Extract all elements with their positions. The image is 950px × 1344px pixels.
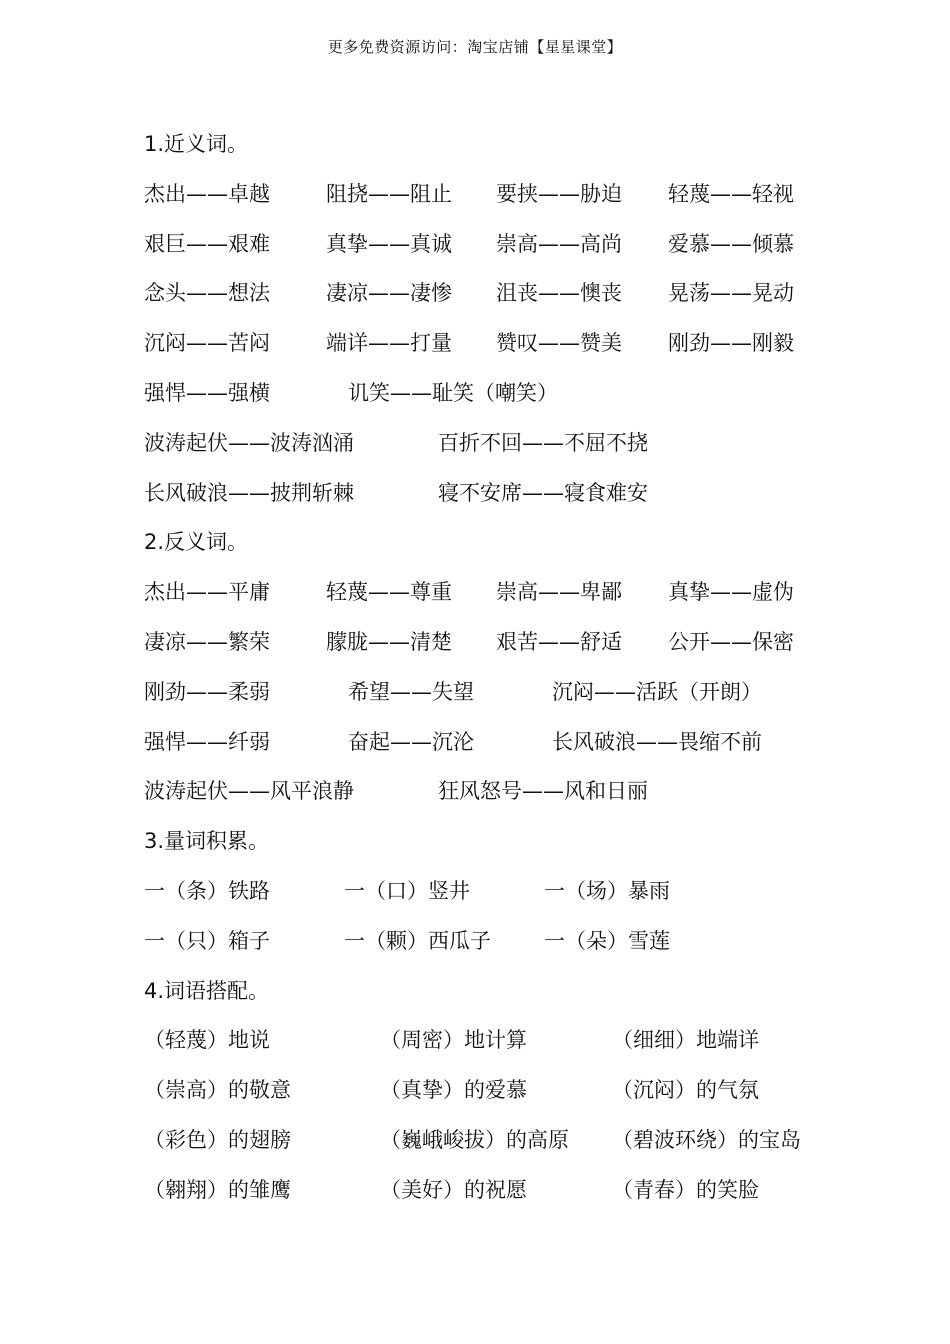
word-pair: 强悍——纤弱: [144, 729, 270, 754]
word-pair: 狂风怒号——风和日丽: [438, 779, 648, 804]
word-pair: 刚劲——刚毅: [668, 331, 794, 356]
word-pair: （碧波环绕）的宝岛: [612, 1127, 801, 1152]
word-row: [144, 220, 844, 270]
word-pair: （翱翔）的雏鹰: [144, 1177, 291, 1202]
section-heading-text: 2.反义词。: [144, 530, 249, 555]
word-pair: 端详——打量: [326, 331, 452, 356]
word-pair: 长风破浪——畏缩不前: [552, 729, 762, 754]
word-pair: （轻蔑）地说: [144, 1028, 270, 1053]
word-pair: 真挚——虚伪: [668, 580, 794, 605]
section-heading: [144, 120, 844, 170]
word-pair: 杰出——平庸: [144, 580, 270, 605]
word-row: [144, 469, 844, 519]
word-pair: 波涛起伏——风平浪静: [144, 779, 354, 804]
word-pair: （美好）的祝愿: [380, 1177, 527, 1202]
word-pair: 要挟——胁迫: [496, 181, 622, 206]
word-pair: 刚劲——柔弱: [144, 679, 270, 704]
word-row: [144, 718, 844, 768]
word-pair: 沮丧——懊丧: [496, 281, 622, 306]
word-row: [144, 568, 844, 618]
word-pair: （青春）的笑脸: [612, 1177, 759, 1202]
word-pair: 讥笑——耻笑（嘲笑）: [348, 380, 558, 405]
word-pair: 沉闷——苦闷: [144, 331, 270, 356]
section-heading: [144, 518, 844, 568]
word-pair: （细细）地端详: [612, 1028, 759, 1053]
word-pair: 一（场）暴雨: [544, 878, 670, 903]
word-row: [144, 1166, 844, 1216]
word-pair: 一（朵）雪莲: [544, 928, 670, 953]
word-pair: （崇高）的敬意: [144, 1078, 291, 1103]
word-pair: 艰巨——艰难: [144, 231, 270, 256]
word-row: [144, 1066, 844, 1116]
word-pair: 一（颗）西瓜子: [344, 928, 491, 953]
word-pair: 轻蔑——轻视: [668, 181, 794, 206]
word-pair: 百折不回——不屈不挠: [438, 430, 648, 455]
page-header: 更多免费资源访问：淘宝店铺【星星课堂】: [327, 38, 623, 56]
document-body: [144, 120, 844, 1216]
word-pair: 一（口）竖井: [344, 878, 470, 903]
word-pair: 崇高——卑鄙: [496, 580, 622, 605]
word-row: [144, 319, 844, 369]
word-row: [144, 369, 844, 419]
word-pair: 强悍——强横: [144, 380, 270, 405]
word-pair: 沉闷——活跃（开朗）: [552, 679, 762, 704]
word-pair: 赞叹——赞美: [496, 331, 622, 356]
word-pair: （彩色）的翅膀: [144, 1127, 291, 1152]
section-heading-text: 3.量词积累。: [144, 829, 270, 854]
word-row: [144, 668, 844, 718]
word-pair: 艰苦——舒适: [496, 629, 622, 654]
word-pair: 一（只）箱子: [144, 928, 270, 953]
word-pair: 希望——失望: [348, 679, 474, 704]
section-heading: [144, 817, 844, 867]
word-row: [144, 867, 844, 917]
word-row: [144, 170, 844, 220]
word-pair: 真挚——真诚: [326, 231, 452, 256]
word-pair: 公开——保密: [668, 629, 794, 654]
word-pair: （周密）地计算: [380, 1028, 527, 1053]
section-heading: [144, 967, 844, 1017]
word-pair: 朦胧——清楚: [326, 629, 452, 654]
word-pair: 轻蔑——尊重: [326, 580, 452, 605]
section-heading-text: 4.词语搭配。: [144, 978, 270, 1003]
word-pair: 长风破浪——披荆斩棘: [144, 480, 354, 505]
word-pair: 一（条）铁路: [144, 878, 270, 903]
word-row: [144, 767, 844, 817]
section-heading-text: 1.近义词。: [144, 132, 249, 156]
word-pair: 凄凉——繁荣: [144, 629, 270, 654]
word-pair: （沉闷）的气氛: [612, 1078, 759, 1103]
word-row: [144, 917, 844, 967]
word-row: [144, 1116, 844, 1166]
word-row: [144, 1016, 844, 1066]
word-pair: 波涛起伏——波涛汹涌: [144, 430, 354, 455]
word-pair: 寝不安席——寝食难安: [438, 480, 648, 505]
word-pair: 阻挠——阻止: [326, 181, 452, 206]
word-row: [144, 618, 844, 668]
word-row: [144, 419, 844, 469]
word-pair: 崇高——高尚: [496, 231, 622, 256]
word-row: [144, 269, 844, 319]
word-pair: 凄凉——凄惨: [326, 281, 452, 306]
word-pair: 念头——想法: [144, 281, 270, 306]
word-pair: 杰出——卓越: [144, 181, 270, 206]
word-pair: （巍峨峻拔）的高原: [380, 1127, 569, 1152]
word-pair: 奋起——沉沦: [348, 729, 474, 754]
word-pair: 晃荡——晃动: [668, 281, 794, 306]
word-pair: （真挚）的爱慕: [380, 1078, 527, 1103]
word-pair: 爱慕——倾慕: [668, 231, 794, 256]
